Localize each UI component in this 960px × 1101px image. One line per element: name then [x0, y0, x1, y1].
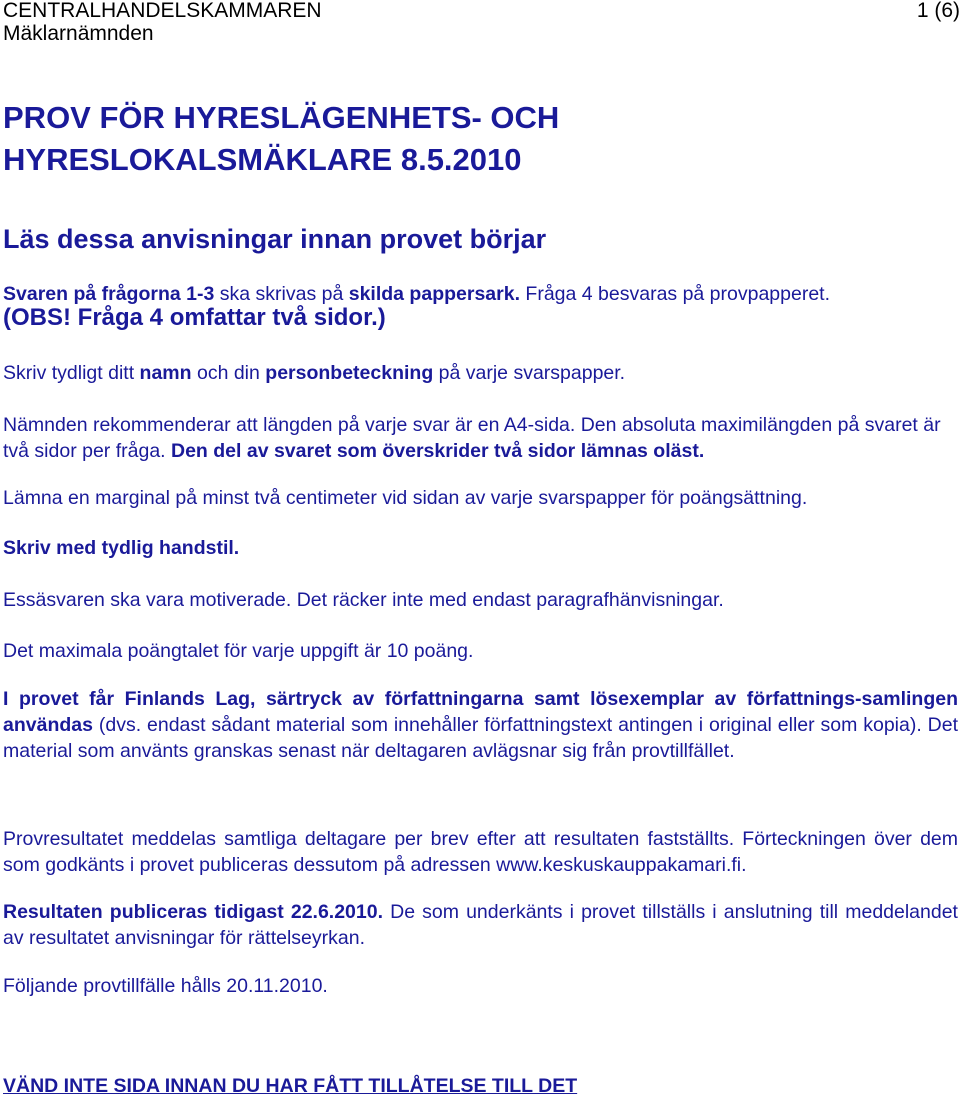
questions-range: Svaren på frågorna 1-3 — [3, 283, 215, 305]
obs-notice: (OBS! Fråga 4 omfattar två sidor.) — [3, 304, 386, 331]
results-date-emphasis: Resultaten publiceras tidigast 22.6.2010. — [3, 901, 384, 923]
paragraph-name-id — [3, 360, 958, 386]
instructions-heading: Läs dessa anvisningar innan provet börjar — [3, 224, 547, 254]
title-line-2: HYRESLOKALSMÄKLARE 8.5.2010 — [3, 142, 522, 177]
text: Nämnden rekommenderar att längden på varje svar är en A4-sida. Den absoluta maximilängden på svaret är två sidor per fråga. — [3, 414, 941, 462]
text: Skriv tydligt ditt — [3, 362, 140, 384]
paragraph-handwriting: Skriv med tydlig handstil. — [3, 537, 240, 559]
over-length-notice: Den del av svaret som överskrider två sidor lämnas oläst. — [171, 440, 705, 462]
paragraph-results-date — [3, 899, 958, 951]
organization-name: CENTRALHANDELSKAMMAREN — [3, 0, 322, 22]
paragraph-answer-length — [3, 412, 958, 464]
text: De som underkänts i provet tillställs i anslutning till meddelandet av resultatet anvisningar för rättelseyrkan. — [3, 901, 958, 949]
paragraph-results-notice: Provresultatet meddelas samtliga deltagare per brev efter att resultaten fastställts. Förteckningen över dem som godkänts i provet publiceras dessutom på adressen www.keskuskauppakamari.fi. — [3, 828, 958, 876]
separate-sheets: skilda pappersark. — [348, 283, 520, 305]
paragraph-next-exam: Följande provtillfälle hålls 20.11.2010. — [3, 975, 328, 997]
text: ska skrivas på — [214, 283, 349, 305]
department-name: Mäklarnämnden — [3, 22, 154, 45]
name-emphasis: namn — [139, 362, 192, 384]
paragraph-max-points: Det maximala poängtalet för varje uppgift är 10 poäng. — [3, 640, 474, 662]
paragraph-margin: Lämna en marginal på minst två centimeter vid sidan av varje svarspapper för poängsättning. — [3, 487, 808, 509]
paragraph-allowed-material — [3, 686, 958, 764]
footer-notice — [3, 1073, 958, 1099]
text: Fråga 4 besvaras på provpapperet. — [520, 283, 831, 305]
personal-id-emphasis: personbeteckning — [265, 362, 434, 384]
paragraph-essay: Essäsvaren ska vara motiverade. Det räcker inte med endast paragrafhänvisningar. — [3, 589, 724, 611]
page-number: 1 (6) — [916, 0, 960, 22]
text: på varje svarspapper. — [433, 362, 626, 384]
allowed-material-emphasis: I provet får Finlands Lag, särtryck av författningarna samt lösexemplar av författnings-samlingen användas — [3, 688, 958, 736]
text: och din — [191, 362, 266, 384]
do-not-turn-notice: VÄND INTE SIDA INNAN DU HAR FÅTT TILLÅTELSE TILL DET — [3, 1075, 578, 1097]
text: (dvs. endast sådant material som innehåller författningstext antingen i original eller som kopia). Det material som använts granskas senast när deltagaren avlägsnar sig från provtillfället. — [3, 714, 958, 762]
title-line-1: PROV FÖR HYRESLÄGENHETS- OCH — [3, 100, 560, 135]
document-title — [3, 97, 559, 181]
